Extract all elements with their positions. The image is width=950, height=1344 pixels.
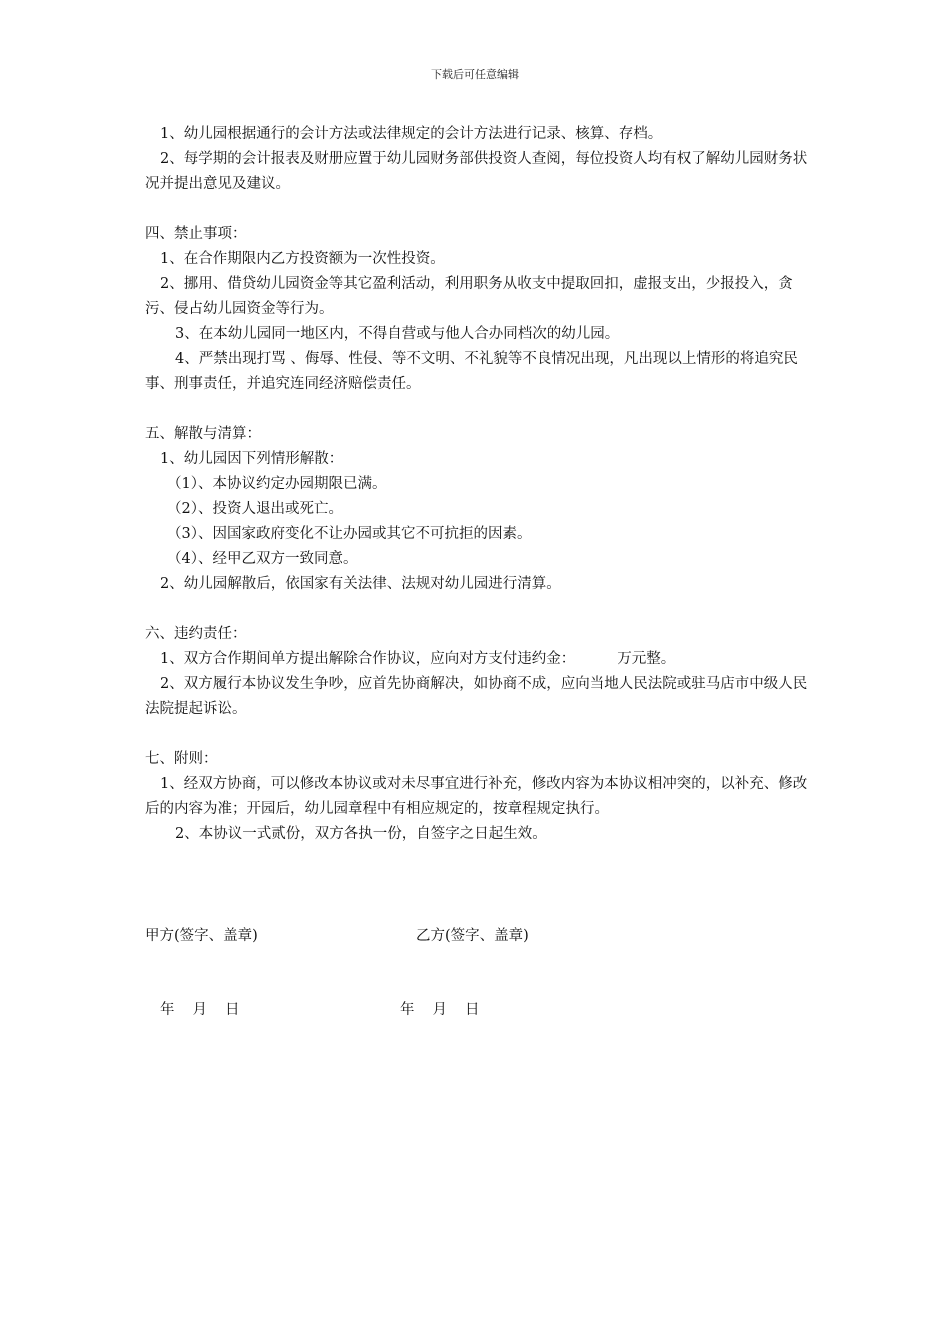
party-b-signature: 乙方(签字、盖章): [416, 928, 529, 944]
section4-item-3: 3、在本幼儿园同一地区内，不得自营或与他人合办同档次的幼儿园。: [175, 326, 620, 342]
party-a-signature: 甲方(签字、盖章): [145, 928, 258, 944]
section4-item-1: 1、在合作期限内乙方投资额为一次性投资。: [160, 251, 445, 267]
section5-subitem-2: （2）、投资人退出或死亡。: [167, 501, 343, 517]
section5-subitem-1: （1）、本协议约定办园期限已满。: [167, 476, 387, 492]
section7-item-2: 2、本协议一式贰份，双方各执一份，自签字之日起生效。: [175, 826, 547, 842]
section6-title: 六、违约责任：: [145, 626, 247, 642]
document-body: [145, 122, 810, 847]
section7-item-1: 1、经双方协商，可以修改本协议或对未尽事宜进行补充，修改内容为本协议相冲突的，以补充、修改后的内容为准；开园后，幼儿园章程中有相应规定的，按章程规定执行。: [145, 776, 808, 817]
section3-item-2: 2、每学期的会计报表及财册应置于幼儿园财务部供投资人查阅，每位投资人均有权了解幼儿园财务状况并提出意见及建议。: [145, 151, 808, 192]
section5-subitem-4: （4）、经甲乙双方一致同意。: [167, 551, 358, 567]
section4-item-4: 4、严禁出现打骂 、侮辱、性侵、等不文明、不礼貌等不良情况出现，凡出现以上情形的将追究民事、刑事责任，并追究连同经济赔偿责任。: [145, 351, 798, 392]
section5-item-1: 1、幼儿园因下列情形解散：: [160, 451, 344, 467]
penalty-unit: 万元整。: [617, 651, 676, 667]
party-b-date: 年 月 日: [400, 1002, 480, 1018]
page-header: 下载后可任意编辑: [431, 68, 519, 81]
section5-subitem-3: （3）、因国家政府变化不让办园或其它不可抗拒的因素。: [167, 526, 532, 542]
section4-item-2: 2、挪用、借贷幼儿园资金等其它盈利活动，利用职务从收支中提取回扣，虚报支出，少报投入，贪污、侵占幼儿园资金等行为。: [145, 276, 793, 317]
section4-title: 四、禁止事项：: [145, 226, 247, 242]
section6-item-1: [145, 647, 810, 672]
penalty-text: 1、双方合作期间单方提出解除合作协议，应向对方支付违约金：: [160, 651, 576, 667]
section6-item-2: 2、双方履行本协议发生争吵，应首先协商解决，如协商不成，应向当地人民法院或驻马店市中级人民法院提起诉讼。: [145, 676, 808, 717]
section3-item-1: 1、幼儿园根据通行的会计方法或法律规定的会计方法进行记录、核算、存档。: [160, 126, 663, 142]
section5-item-2: 2、幼儿园解散后，依国家有关法律、法规对幼儿园进行清算。: [160, 576, 561, 592]
party-a-date: 年 月 日: [160, 1002, 240, 1018]
section7-title: 七、附则：: [145, 751, 218, 767]
section5-title: 五、解散与清算：: [145, 426, 261, 442]
